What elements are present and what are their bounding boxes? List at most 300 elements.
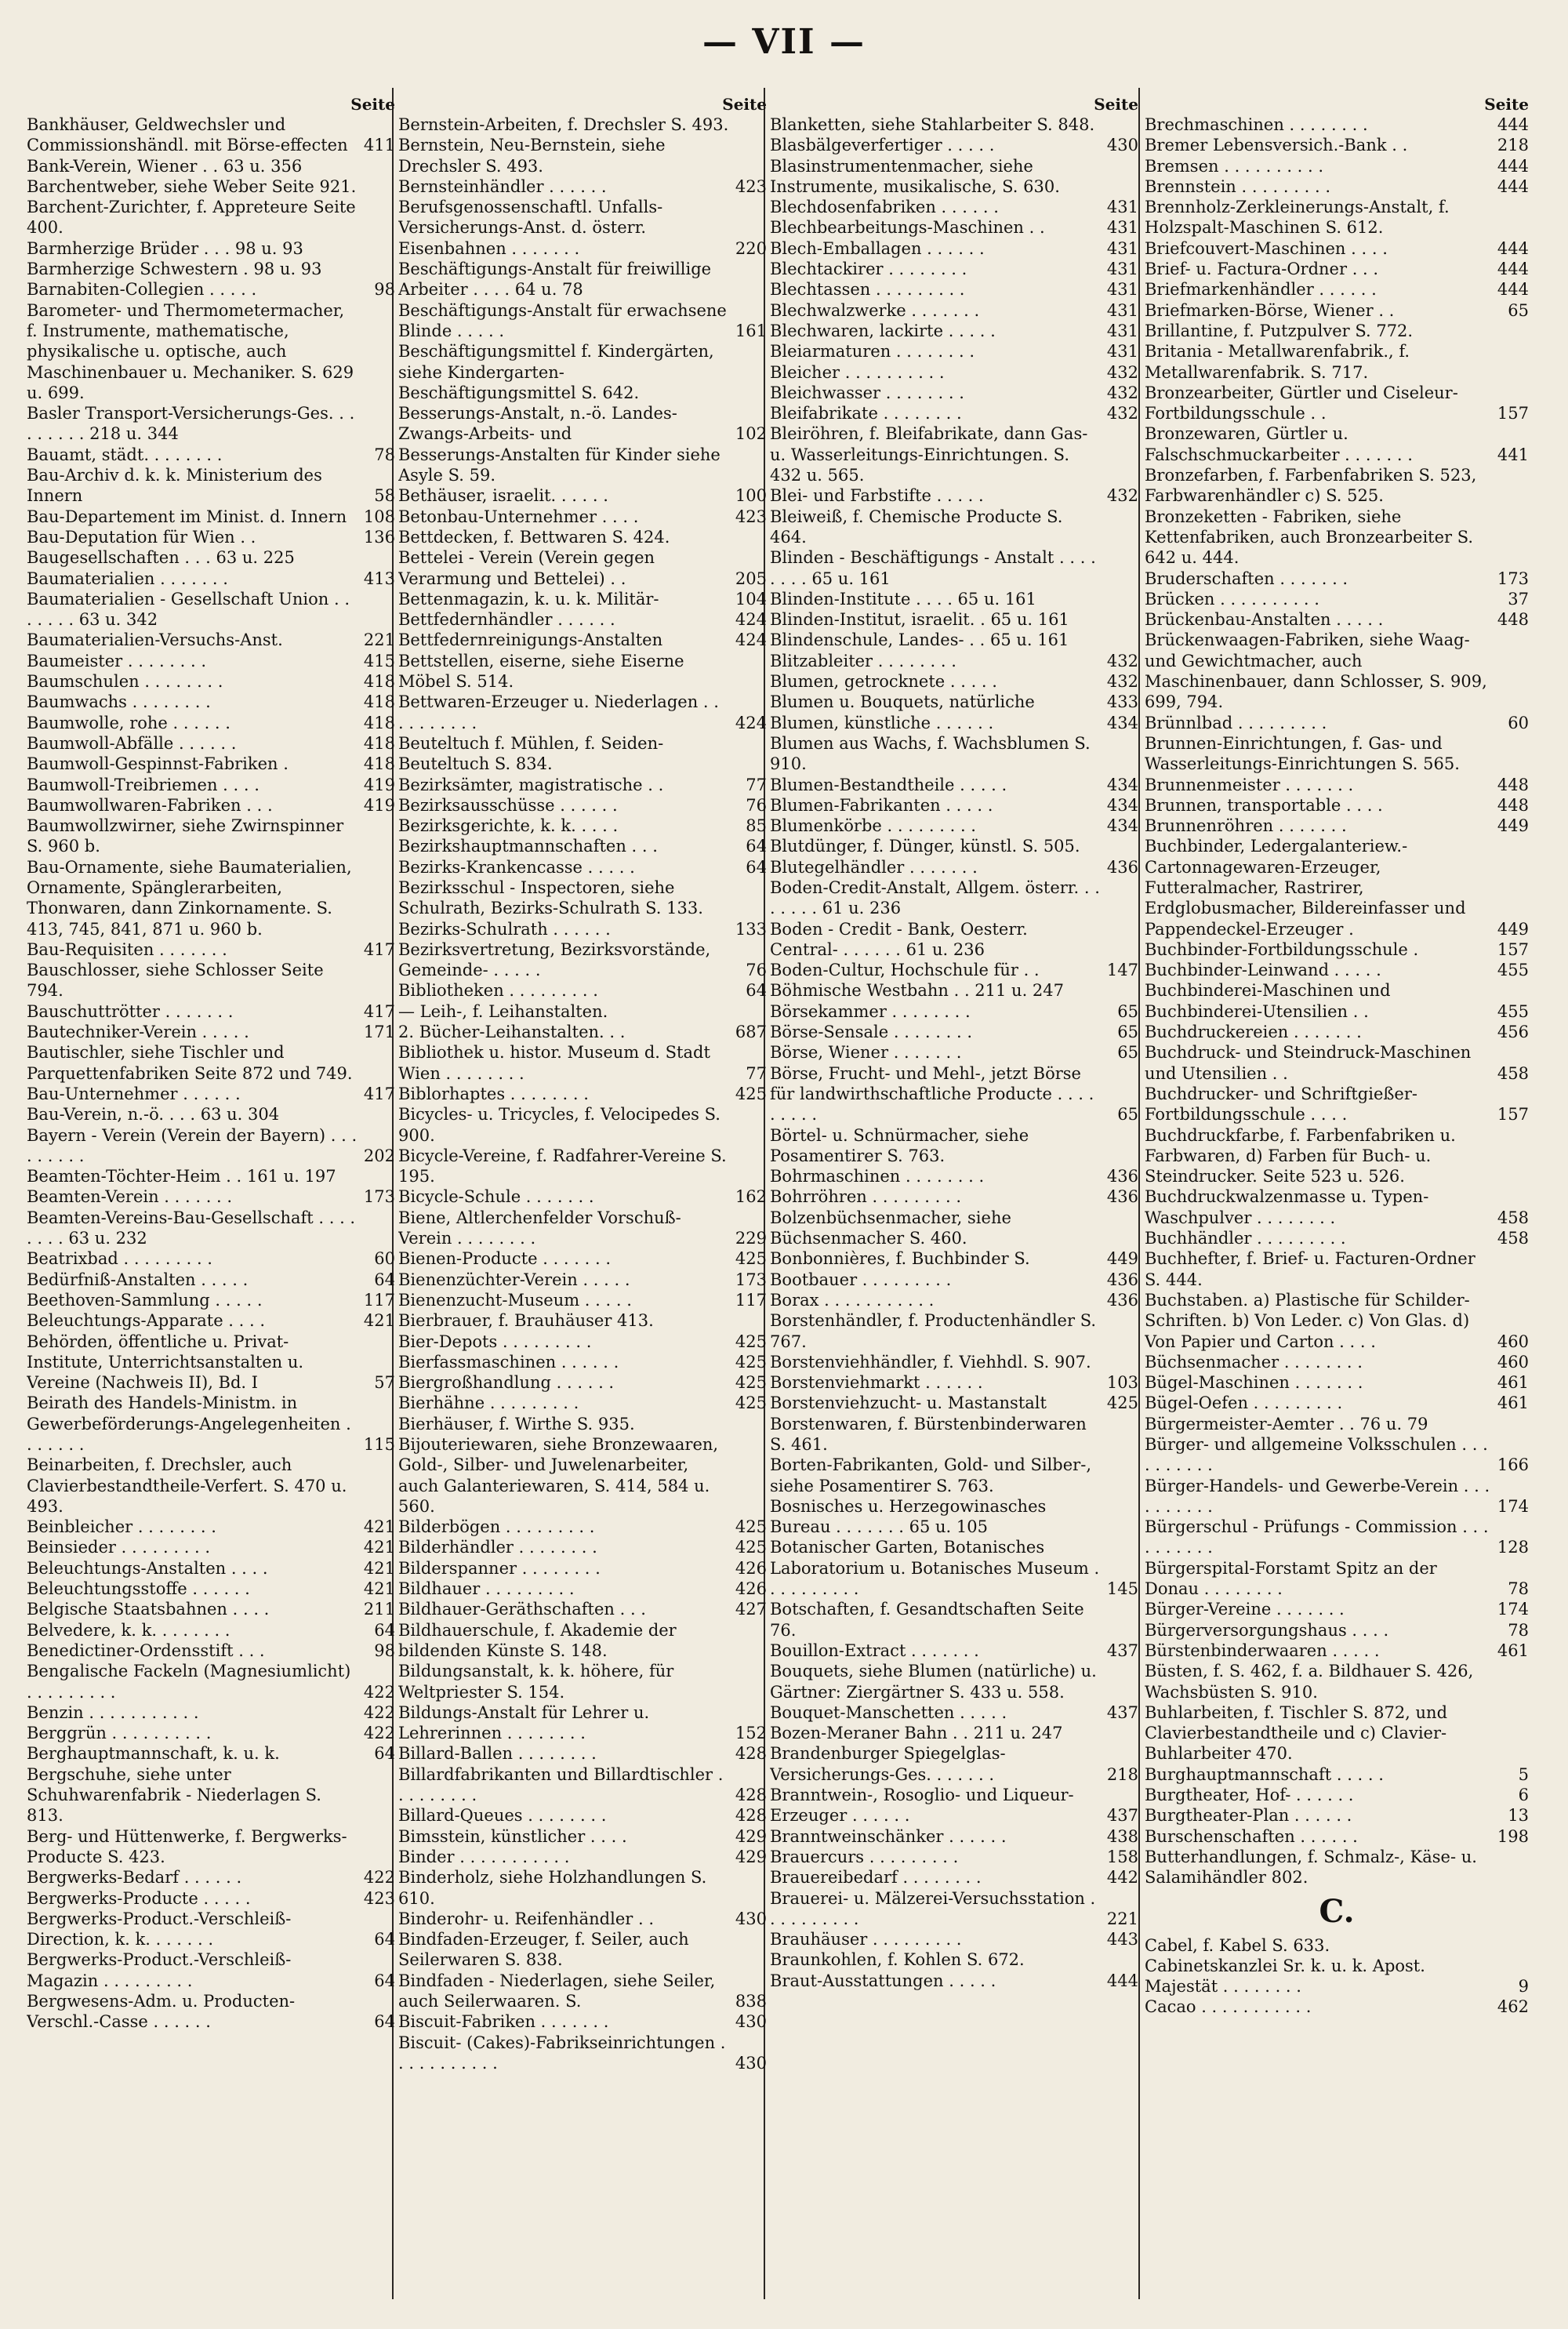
entry-page: 426	[735, 1579, 767, 1599]
entry-term: Bernstein, Neu-Bernstein, siehe Drechsler S. 493.	[398, 136, 666, 176]
index-entry	[27, 630, 395, 650]
entry-term: Bibliotheken . . . . . . . . .	[398, 981, 598, 1001]
entry-page: 211	[363, 1600, 395, 1619]
entry-term: Borstenhändler, f. Productenhändler S. 767.	[770, 1311, 1097, 1351]
entry-term: Bilderspanner . . . . . . . .	[398, 1558, 601, 1578]
index-entry	[770, 1310, 1138, 1352]
index-entry	[27, 651, 395, 671]
entry-page: 136	[363, 527, 395, 547]
entry-page: 202	[363, 1146, 395, 1165]
index-entry	[398, 341, 767, 403]
entry-term: Brunnen-Einrichtungen, f. Gas- und Wasserleitungs-Einrichtungen S. 565.	[1145, 733, 1460, 774]
entry-term: Bezirksvertretung, Bezirksvorstände, Gemeinde- . . . . .	[398, 939, 711, 980]
entry-page: 444	[1497, 260, 1529, 279]
index-entry	[27, 197, 395, 238]
entry-term: Blutdünger, f. Dünger, künstl. S. 505.	[770, 837, 1080, 856]
index-entry	[1145, 423, 1529, 465]
index-entry	[27, 1599, 395, 1619]
index-entry	[770, 547, 1138, 589]
entry-term: Bruderschaften . . . . . . .	[1145, 569, 1348, 588]
entry-term: Cabinetskanzlei Sr. k. u. k. Apost. Majestät . . . . . . . .	[1145, 1956, 1425, 1997]
entry-term: Baumaterialien - Gesellschaft Union . . . . . . . 63 u. 342	[27, 589, 350, 630]
index-entry	[27, 1537, 395, 1557]
entry-page: 460	[1497, 1332, 1529, 1351]
index-entry	[1145, 383, 1529, 424]
entry-term: Brunnenröhren . . . . . . .	[1145, 816, 1347, 836]
entry-term: Brückenbau-Anstalten . . . . .	[1145, 610, 1384, 630]
index-entry	[1145, 1599, 1529, 1619]
index-entry	[398, 795, 767, 816]
entry-page: 449	[1497, 919, 1529, 939]
index-entry	[1145, 1805, 1529, 1826]
entry-page: 198	[1497, 1826, 1529, 1846]
entry-page: 78	[374, 445, 395, 464]
entry-page: 430	[1106, 136, 1138, 155]
index-entry	[398, 692, 767, 733]
entry-page: 443	[1106, 1930, 1138, 1949]
entry-page: 98	[374, 280, 395, 300]
entry-term: Bürgerversorgungshaus . . . .	[1145, 1620, 1389, 1640]
index-entry	[1145, 836, 1529, 939]
entry-term: Bronzewaren, Gürtler u. Falschschmuckarbeiter . . . . . . .	[1145, 424, 1413, 464]
index-entry	[1145, 980, 1529, 1022]
entry-term: Cabel, f. Kabel S. 633.	[1145, 1935, 1330, 1955]
entry-term: Burghauptmannschaft . . . . .	[1145, 1764, 1384, 1784]
index-entry	[770, 1743, 1138, 1785]
entry-page: 431	[1106, 260, 1138, 279]
entry-page: 76	[746, 961, 767, 980]
entry-term: Bildhauerschule, f. Akademie der bildenden Künste S. 148.	[398, 1620, 677, 1660]
entry-term: Buchdrucker- und Schriftgießer-Fortbildungsschule . . . .	[1145, 1084, 1417, 1125]
entry-term: Bindfaden-Erzeuger, f. Seiler, auch Seilerwaren S. 838.	[398, 1930, 689, 1970]
entry-page: 424	[735, 610, 767, 630]
entry-page: 436	[1106, 857, 1138, 877]
entry-page: 432	[1106, 404, 1138, 423]
section-letter: C.	[1319, 1892, 1355, 1930]
seite-header: Seite	[1094, 95, 1138, 114]
entry-page: 171	[363, 1023, 395, 1042]
entry-term: Blechbearbeitungs-Maschinen . .	[770, 218, 1045, 238]
index-entry	[1145, 1372, 1529, 1393]
index-entry	[1145, 795, 1529, 816]
entry-page: 437	[1106, 1640, 1138, 1660]
entry-term: Bronzearbeiter, Gürtler und Ciseleur-Fortbildungsschule . .	[1145, 383, 1458, 423]
index-entry	[1145, 1248, 1529, 1290]
entry-page: 13	[1508, 1806, 1529, 1826]
entry-page: 423	[735, 176, 767, 196]
entry-page: 434	[1106, 775, 1138, 794]
entry-term: Bankhäuser, Geldwechsler und Commissionshändl. mit Börse-effecten	[27, 115, 348, 155]
entry-page: 145	[1106, 1579, 1138, 1599]
index-entry	[27, 238, 395, 259]
index-entry	[398, 1332, 767, 1352]
index-entry	[398, 609, 767, 630]
entry-term: Bicycle-Schule . . . . . . .	[398, 1187, 594, 1207]
index-entry	[27, 569, 395, 589]
entry-page: 432	[1106, 362, 1138, 382]
index-entry	[770, 836, 1138, 856]
entry-term: Bügel-Maschinen . . . . . . .	[1145, 1373, 1363, 1393]
entry-page: 425	[735, 1393, 767, 1413]
entry-term: Beschäftigungsmittel f. Kindergärten, siehe Kindergarten-Beschäftigungsmittel S. 642.	[398, 342, 714, 402]
index-entry	[27, 1579, 395, 1599]
entry-page: 64	[746, 981, 767, 1001]
entry-term: Besserungs-Anstalt, n.-ö. Landes-Zwangs-Arbeits- und	[398, 404, 677, 444]
index-entry	[398, 197, 767, 259]
index-entry	[398, 775, 767, 795]
entry-page: 431	[1106, 218, 1138, 238]
entry-page: 64	[374, 1620, 395, 1640]
entry-page: 423	[735, 507, 767, 526]
entry-page: 421	[363, 1579, 395, 1599]
index-entry	[770, 1537, 1138, 1599]
entry-term: Beethoven-Sammlung . . . . .	[27, 1290, 263, 1310]
index-entry	[398, 1826, 767, 1847]
entry-term: Borstenviehhändler, f. Viehhdl. S. 907.	[770, 1352, 1091, 1372]
index-entry	[27, 1084, 395, 1104]
index-entry	[770, 1186, 1138, 1207]
entry-page: 424	[735, 713, 767, 732]
index-entry	[770, 1867, 1138, 1888]
index-entry	[398, 1248, 767, 1269]
entry-page: 411	[363, 136, 395, 155]
entry-term: Billard-Ballen . . . . . . . .	[398, 1744, 597, 1764]
entry-page: 461	[1497, 1640, 1529, 1660]
entry-term: Barmherzige Schwestern . 98 u. 93	[27, 260, 322, 279]
index-entry	[1145, 569, 1529, 589]
index-entry	[398, 1847, 767, 1867]
index-entry	[27, 692, 395, 712]
index-entry	[770, 1702, 1138, 1723]
index-entry	[1145, 775, 1529, 795]
index-entry	[770, 1929, 1138, 1949]
index-entry	[398, 733, 767, 775]
index-entry	[398, 259, 767, 300]
entry-term: Britania - Metallwarenfabrik., f. Metallwarenfabrik. S. 717.	[1145, 342, 1410, 382]
entry-page: 425	[735, 1249, 767, 1269]
entry-term: Buchbinder-Fortbildungsschule .	[1145, 939, 1419, 959]
entry-term: Bildungsanstalt, k. k. höhere, für Weltpriester S. 154.	[398, 1662, 674, 1702]
entry-term: Basler Transport-Versicherungs-Ges. . . . . . . . . 218 u. 344	[27, 404, 355, 444]
entry-term: Beamten-Töchter-Heim . . 161 u. 197	[27, 1167, 336, 1186]
index-entry	[770, 383, 1138, 403]
entry-term: Burgtheater, Hof- . . . . . .	[1145, 1786, 1354, 1805]
entry-term: Biscuit- (Cakes)-Fabrikseinrichtungen . . . . . . . . . . .	[398, 2033, 726, 2073]
entry-term: Bozen-Meraner Bahn . . 211 u. 247	[770, 1724, 1063, 1743]
index-entry	[398, 135, 767, 176]
index-entry	[770, 321, 1138, 341]
index-entry	[398, 1104, 767, 1146]
entry-term: Blumen u. Bouquets, natürliche	[770, 692, 1035, 712]
entry-term: Burgtheater-Plan . . . . . .	[1145, 1806, 1352, 1826]
entry-term: Bierhäuser, f. Wirthe S. 935.	[398, 1414, 635, 1433]
entry-term: Beuteltuch f. Mühlen, f. Seiden-Beuteltuch S. 834.	[398, 733, 664, 774]
entry-term: Bleiweiß, f. Chemische Producte S. 464.	[770, 507, 1063, 547]
entry-term: Bildungs-Anstalt für Lehrer u. Lehrerinnen . . . . . . . .	[398, 1702, 650, 1743]
index-entry	[770, 1290, 1138, 1310]
entry-page: 441	[1497, 445, 1529, 464]
entry-term: Baumwoll-Gespinnst-Fabriken .	[27, 754, 289, 774]
entry-term: Beleuchtungs-Anstalten . . . .	[27, 1558, 268, 1578]
entry-term: Bethäuser, israelit. . . . . .	[398, 486, 608, 506]
index-entry	[770, 1270, 1138, 1290]
index-entry	[770, 362, 1138, 383]
entry-term: Blumen aus Wachs, f. Wachsblumen S. 910.	[770, 733, 1091, 774]
entry-term: Blasbälgeverfertiger . . . . .	[770, 136, 995, 155]
entry-term: Blumen-Fabrikanten . . . . .	[770, 795, 993, 815]
index-entry	[398, 1517, 767, 1537]
index-entry	[770, 217, 1138, 238]
entry-page: 205	[735, 569, 767, 588]
entry-page: 104	[735, 589, 767, 609]
entry-page: 57	[374, 1373, 395, 1393]
entry-page: 448	[1497, 775, 1529, 794]
index-entry	[1145, 114, 1529, 135]
entry-page: 444	[1497, 176, 1529, 196]
entry-term: Bengalische Fackeln (Magnesiumlicht) . . . . . . . . .	[27, 1662, 351, 1702]
entry-term: Behörden, öffentliche u. Privat-Institute, Unterrichtsanstalten u. Vereine (Nachweis II), Bd. I	[27, 1332, 304, 1393]
index-entry	[27, 1001, 395, 1022]
index-entry	[398, 485, 767, 506]
entry-term: Beinbleicher . . . . . . . .	[27, 1517, 216, 1537]
entry-page: 418	[363, 754, 395, 774]
entry-term: Beleuchtungsstoffe . . . . . .	[27, 1579, 250, 1599]
index-entry	[27, 939, 395, 960]
index-entry	[398, 114, 767, 135]
index-entry	[770, 1372, 1138, 1393]
index-entry	[27, 1888, 395, 1909]
index-entry	[770, 733, 1138, 775]
entry-term: Buchstaben. a) Plastische für Schilder-Schriften. b) Von Leder. c) Von Glas. d) Von Papier und Carton . . . .	[1145, 1290, 1470, 1351]
entry-term: Bezirksschul - Inspectoren, siehe Schulrath, Bezirks-Schulrath S. 133.	[398, 877, 703, 918]
index-entry	[398, 547, 767, 589]
entry-term: Blinden-Institut, israelit. . 65 u. 161	[770, 610, 1069, 630]
entry-term: Borstenviehzucht- u. Mastanstalt	[770, 1393, 1047, 1413]
index-entry	[27, 1558, 395, 1579]
entry-term: Brauerei- u. Mälzerei-Versuchsstation . . . . . . . . . .	[770, 1888, 1096, 1928]
index-entry	[770, 795, 1138, 816]
entry-term: Bildhauer-Geräthschaften . . .	[398, 1600, 646, 1619]
entry-page: 64	[746, 837, 767, 856]
entry-term: Brücken . . . . . . . . . .	[1145, 589, 1319, 609]
index-entry	[1145, 1661, 1529, 1702]
index-entry	[770, 423, 1138, 485]
entry-page: 436	[1106, 1167, 1138, 1186]
index-entry	[1145, 176, 1529, 197]
entry-term: Berggrün . . . . . . . . . .	[27, 1724, 212, 1743]
entry-term: Blindenschule, Landes- . . 65 u. 161	[770, 630, 1069, 650]
entry-page: 65	[1117, 1001, 1138, 1021]
index-entry	[398, 1084, 767, 1104]
entry-page: 444	[1497, 280, 1529, 300]
index-entry	[27, 1764, 395, 1826]
index-entry	[27, 1332, 395, 1393]
entry-page: 108	[363, 507, 395, 526]
entry-page: 462	[1497, 1997, 1529, 2017]
entry-term: Binderohr- u. Reifenhändler . .	[398, 1909, 655, 1928]
entry-page: 103	[1106, 1373, 1138, 1393]
entry-page: 425	[735, 1373, 767, 1393]
index-entry	[27, 300, 395, 403]
entry-term: Bier-Depots . . . . . . . . .	[398, 1332, 592, 1351]
index-entry	[27, 1104, 395, 1125]
entry-page: 430	[735, 1909, 767, 1928]
entry-page: 77	[746, 775, 767, 794]
entry-page: 461	[1497, 1393, 1529, 1413]
entry-page: 428	[735, 1744, 767, 1764]
entry-page: 421	[363, 1558, 395, 1578]
index-entry	[770, 609, 1138, 630]
entry-page: 421	[363, 1311, 395, 1331]
entry-page: 413	[363, 569, 395, 588]
index-entry	[398, 630, 767, 650]
entry-term: Bürstenbinderwaaren . . . . .	[1145, 1640, 1380, 1660]
entry-page: 432	[1106, 672, 1138, 692]
index-entry	[770, 1949, 1138, 1970]
index-entry	[1145, 630, 1529, 712]
index-entry	[1145, 939, 1529, 960]
entry-page: 173	[735, 1270, 767, 1289]
entry-page: 133	[735, 919, 767, 939]
index-entry	[770, 1785, 1138, 1826]
entry-term: Bicycles- u. Tricycles, f. Velocipedes S. 900.	[398, 1105, 720, 1145]
index-entry	[27, 857, 395, 939]
entry-page: 85	[746, 816, 767, 836]
entry-page: 444	[1106, 1971, 1138, 1990]
entry-term: Bau-Deputation für Wien . .	[27, 527, 256, 547]
index-entry	[398, 1146, 767, 1187]
entry-term: Brief- u. Factura-Ordner . . .	[1145, 260, 1379, 279]
entry-term: Baumwoll-Treibriemen . . . .	[27, 775, 260, 794]
entry-page: 157	[1497, 404, 1529, 423]
index-entry	[398, 1186, 767, 1207]
index-entry	[1145, 300, 1529, 321]
index-entry	[1145, 1228, 1529, 1248]
entry-term: Bindfaden - Niederlagen, siehe Seiler, auch Seilerwaaren. S.	[398, 1971, 716, 2011]
index-entry	[770, 1248, 1138, 1269]
index-entry	[770, 238, 1138, 259]
entry-term: Beschäftigungs-Anstalt für freiwillige Arbeiter . . . . 64 u. 78	[398, 260, 712, 300]
entry-term: Boden-Cultur, Hochschule für . .	[770, 961, 1040, 980]
index-entry	[27, 1909, 395, 1950]
entry-term: Buchdruck- und Steindruck-Maschinen und Utensilien . .	[1145, 1043, 1472, 1083]
entry-page: 432	[1106, 651, 1138, 670]
entry-term: 2. Bücher-Leihanstalten. . .	[398, 1023, 626, 1042]
entry-term: Blutegelhändler . . . . . . .	[770, 857, 978, 877]
index-entry	[770, 919, 1138, 961]
index-entry	[1145, 1186, 1529, 1228]
entry-page: 117	[735, 1290, 767, 1310]
entry-term: Bau-Ornamente, siehe Baumaterialien, Ornamente, Spänglerarbeiten, Thonwaren, dann Zinkornamente. S. 413, 745, 841, 871 u. 960 b.	[27, 857, 352, 939]
entry-page: 425	[735, 1517, 767, 1537]
entry-page: 434	[1106, 795, 1138, 815]
index-entry	[770, 980, 1138, 1001]
entry-term: Belvedere, k. k. . . . . . . .	[27, 1620, 230, 1640]
entry-term: Bauschuttrötter . . . . . . .	[27, 1001, 234, 1021]
entry-term: Bautechniker-Verein . . . . .	[27, 1023, 249, 1042]
index-entry	[1145, 1434, 1529, 1476]
entry-page: 64	[374, 1971, 395, 1990]
index-entry	[1145, 1352, 1529, 1372]
entry-term: Buchbinderei-Maschinen und Buchbinderei-Utensilien . .	[1145, 981, 1391, 1021]
index-entry	[398, 1764, 767, 1806]
entry-page: 157	[1497, 939, 1529, 959]
index-entry	[1145, 713, 1529, 733]
index-entry	[398, 1929, 767, 1971]
entry-page: 427	[735, 1600, 767, 1619]
entry-page: 58	[374, 486, 395, 506]
entry-page: 418	[363, 713, 395, 732]
index-entry	[27, 1620, 395, 1640]
entry-page: 421	[363, 1538, 395, 1557]
entry-term: Barchentweber, siehe Weber Seite 921.	[27, 176, 357, 196]
entry-term: Buchdruckfarbe, f. Farbenfabriken u. Farbwaren, d) Farben für Buch- u. Steindrucker. Seite 523 u. 526.	[1145, 1125, 1456, 1186]
entry-term: Bezirksämter, magistratische . .	[398, 775, 664, 794]
entry-page: 220	[735, 238, 767, 258]
entry-term: Bierbrauer, f. Brauhäuser 413.	[398, 1311, 654, 1331]
entry-term: Bürger-Handels- und Gewerbe-Verein . . . . . . . . . .	[1145, 1476, 1490, 1516]
entry-page: 6	[1518, 1786, 1529, 1805]
entry-term: Bergwerks-Product.-Verschleiß-Magazin . . . . . . . . .	[27, 1950, 292, 1990]
entry-term: Buchbinder-Leinwand . . . . .	[1145, 961, 1381, 980]
entry-term: Blechtassen . . . . . . . . .	[770, 280, 965, 300]
index-entry	[1145, 279, 1529, 300]
entry-term: Bronzeketten - Fabriken, siehe Kettenfabriken, auch Bronzearbeiter S. 642 u. 444.	[1145, 507, 1474, 568]
index-entry	[398, 1001, 767, 1022]
entry-term: Bleiarmaturen . . . . . . . .	[770, 342, 975, 362]
index-entry	[27, 1022, 395, 1042]
entry-term: Beleuchtungs-Apparate . . . .	[27, 1311, 266, 1331]
entry-term: Bau-Archiv d. k. k. Ministerium des Innern	[27, 466, 322, 506]
entry-term: Brunnenmeister . . . . . . .	[1145, 775, 1354, 794]
index-entry	[398, 877, 767, 919]
entry-page: 174	[1497, 1496, 1529, 1516]
entry-term: Bügel-Oefen . . . . . . . . .	[1145, 1393, 1343, 1413]
entry-term: Beirath des Handels-Ministm. in Gewerbeförderungs-Angelegenheiten . . . . . . .	[27, 1393, 351, 1454]
index-entry	[770, 279, 1138, 300]
entry-term: Brandenburger Spiegelglas-Versicherungs-Ges. . . . . . .	[770, 1744, 1006, 1784]
index-entry	[1145, 1558, 1529, 1600]
entry-page: 422	[363, 1868, 395, 1888]
entry-page: 64	[374, 1744, 395, 1764]
entry-term: Bergwesens-Adm. u. Producten-Verschl.-Casse . . . . . .	[27, 1992, 296, 2032]
index-entry	[27, 1042, 395, 1084]
index-entry	[27, 589, 395, 630]
index-entry	[27, 671, 395, 692]
index-entry	[398, 1352, 767, 1372]
entry-page: 458	[1497, 1063, 1529, 1083]
entry-term: Börse, Frucht- und Mehl-, jetzt Börse für landwirthschaftliche Producte . . . . . . . . .	[770, 1063, 1094, 1125]
seite-header: Seite	[350, 95, 395, 114]
index-entry	[27, 1166, 395, 1186]
entry-term: Botanischer Garten, Botanisches Laboratorium u. Botanisches Museum . . . . . . . . . .	[770, 1538, 1100, 1599]
index-entry	[27, 816, 395, 857]
index-entry	[1145, 1785, 1529, 1805]
entry-term: Baugesellschaften . . . 63 u. 225	[27, 548, 295, 568]
entry-term: Berufsgenossenschaftl. Unfalls-Versicherungs-Anst. d. österr. Eisenbahnen . . . . . . .	[398, 198, 663, 258]
index-entry	[27, 465, 395, 507]
index-entry	[398, 1743, 767, 1764]
index-entry	[1145, 816, 1529, 836]
entry-term: Bleiröhren, f. Bleifabrikate, dann Gas- u. Wasserleitungs-Einrichtungen. S. 432 u. 565.	[770, 424, 1088, 485]
index-entry	[27, 1517, 395, 1537]
entry-term: Bau-Verein, n.-ö. . . . 63 u. 304	[27, 1105, 280, 1125]
entry-term: Bettstellen, eiserne, siehe Eiserne Möbel S. 514.	[398, 651, 684, 692]
entry-term: Buchhefter, f. Brief- u. Facturen-Ordner S. 444.	[1145, 1249, 1475, 1289]
entry-term: Bilderhändler . . . . . . . .	[398, 1538, 597, 1557]
entry-page: 437	[1106, 1806, 1138, 1826]
entry-page: 418	[363, 672, 395, 692]
